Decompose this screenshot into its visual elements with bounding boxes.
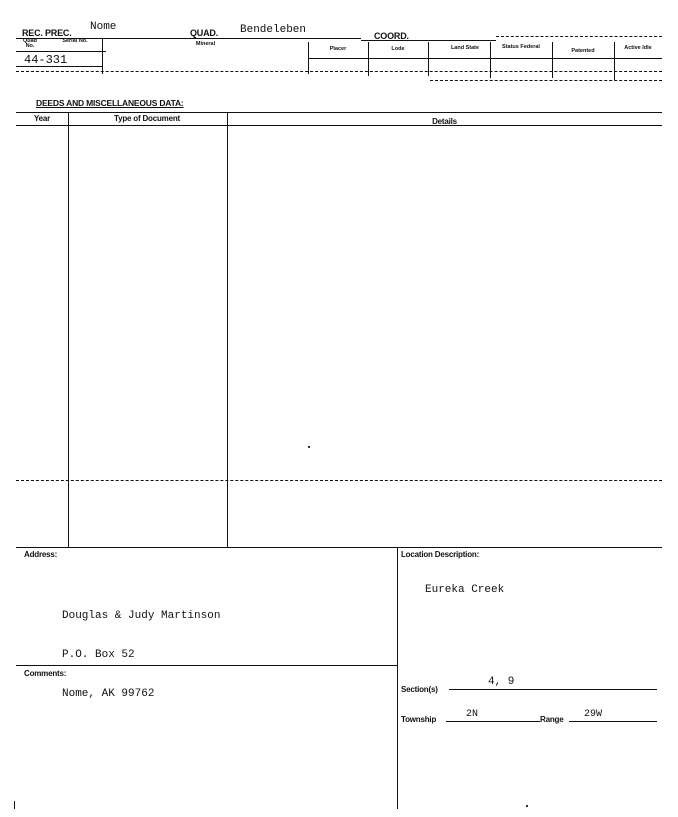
scan-mark bbox=[14, 801, 15, 809]
header-row-rule-2 bbox=[308, 58, 662, 59]
deeds-dashed-rule bbox=[16, 480, 662, 481]
rec-prec-label: REC. PREC. bbox=[22, 28, 72, 38]
quad-value: Bendeleben bbox=[240, 24, 307, 36]
value-underline bbox=[16, 66, 102, 67]
col-mineral: Mineral bbox=[195, 41, 216, 47]
address-line: P.O. Box 52 bbox=[62, 649, 135, 661]
col-land-state: Land State bbox=[450, 45, 480, 51]
deeds-bottom-rule bbox=[16, 547, 662, 548]
township-value: 2N bbox=[466, 709, 479, 720]
location-description-label: Location Description: bbox=[401, 550, 480, 559]
deeds-col-divider bbox=[68, 112, 69, 547]
col-quad-no: Quad No. bbox=[22, 38, 38, 49]
township-label: Township bbox=[401, 715, 437, 724]
comments-label: Comments: bbox=[24, 669, 67, 678]
col-type-of-document: Type of Document bbox=[114, 114, 180, 123]
deeds-top-rule bbox=[16, 112, 662, 113]
quad-label: QUAD. bbox=[190, 28, 218, 38]
quad-serial-value: 44-331 bbox=[24, 53, 68, 67]
range-label: Range bbox=[540, 715, 564, 724]
col-details: Details bbox=[432, 117, 457, 126]
address-location-divider bbox=[397, 547, 398, 809]
address-bottom-rule bbox=[16, 665, 397, 666]
range-value: 29W bbox=[584, 709, 603, 720]
scan-dot bbox=[526, 805, 528, 807]
header-rule-dashed bbox=[496, 36, 662, 37]
scan-dot bbox=[308, 446, 310, 448]
sections-label: Section(s) bbox=[401, 685, 438, 694]
address-line: Douglas & Judy Martinson bbox=[62, 610, 221, 622]
divider bbox=[490, 42, 491, 78]
rec-prec-value: Nome bbox=[90, 21, 117, 33]
col-placer: Placer bbox=[329, 46, 347, 52]
address-line: Nome, AK 99762 bbox=[62, 688, 155, 700]
col-status-federal: Status Federal bbox=[502, 44, 540, 50]
sections-underline bbox=[449, 689, 657, 690]
col-patented: Patented bbox=[571, 48, 595, 54]
deeds-section-title: DEEDS AND MISCELLANEOUS DATA: bbox=[36, 98, 184, 108]
location-description-value: Eureka Creek bbox=[425, 584, 505, 596]
divider bbox=[552, 42, 553, 78]
col-lode: Lode bbox=[391, 46, 405, 52]
header-row-rule bbox=[16, 51, 106, 52]
divider bbox=[102, 38, 103, 74]
address-label: Address: bbox=[24, 550, 58, 559]
range-underline bbox=[569, 721, 657, 722]
deeds-col-divider bbox=[227, 112, 228, 547]
coord-label: COORD. bbox=[374, 31, 409, 41]
col-serial-no: Serial No. bbox=[62, 38, 88, 44]
header-bottom-dashed bbox=[16, 71, 662, 72]
header-rule-2 bbox=[361, 40, 496, 41]
township-underline bbox=[446, 721, 540, 722]
col-year: Year bbox=[33, 114, 51, 123]
deeds-header-rule bbox=[16, 125, 662, 126]
divider bbox=[614, 42, 615, 80]
sections-value: 4, 9 bbox=[488, 676, 515, 688]
header-bottom-dashed-2 bbox=[430, 80, 662, 81]
col-active-idle: Active Idle bbox=[624, 45, 652, 51]
address-block bbox=[62, 584, 220, 714]
divider bbox=[308, 42, 309, 74]
